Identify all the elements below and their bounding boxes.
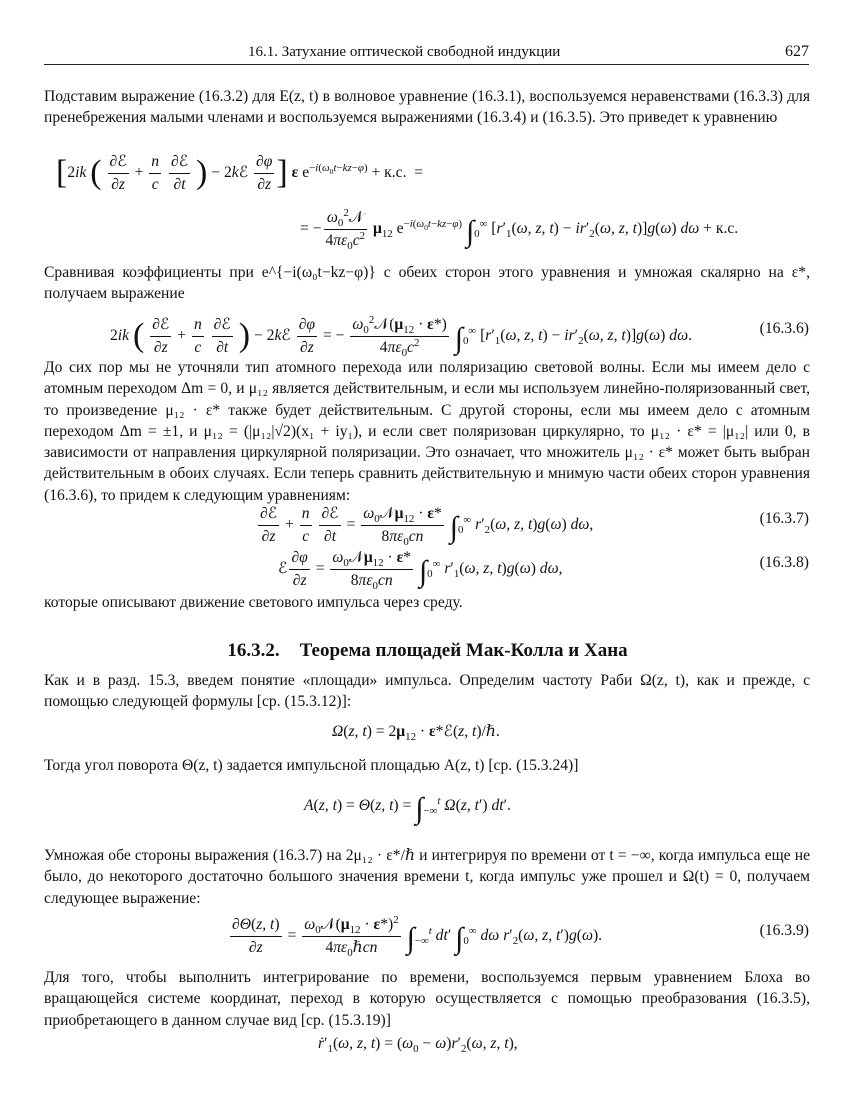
equation-pulse-area: A(z, t) = Θ(z, $t) = \int_{-\infty}^t$ Ω(z, t′) dt′. xyxy=(304,792,511,825)
equation-16-3-6: 2ik ( $\frac{\text{∂ℰ}}{\partial z}$ + $\frac{n}{c}$ $\frac{\text{∂ℰ}}{\partial t}$ ) − 2kℰ $\frac{\partial\varphi}{\partial z}$ = − $\frac{\omega_0^2𝒩(\mu_{12} \cdot \varepsilon*)}{4\pi\varepsilon_0c^2}$ $\int_0^\infty$ [$r'_1(\omega$, z, $t) - ir'_2(\omega$, z, t)]g(ω) dω. xyxy=(110,313,692,360)
paragraph-4: которые описывают движение светового импульса через среду. xyxy=(44,594,463,611)
equation-16-3-8: ℰ $\frac{\partial\varphi}{\partial z}$ = $\frac{\omega_0𝒩\mu_{12} \cdot \varepsilon*}{8\pi\varepsilon_0cn}$ $\int_0^\infty$ $r'_1(\omega$, z, t)g(ω) dω, xyxy=(278,549,563,593)
subsection-number: 16.3.2. xyxy=(227,640,280,661)
equation-bloch: $ṙ'_1(\omega$, z, $t) = (\omega_0 - \omega)r'_2(\omega$, z, t), xyxy=(318,1035,518,1056)
equation-16-3-9: $\frac{\partial\Theta(z, t)}{\partial z}$ = $\frac{\omega_0𝒩(\mu_{12} \cdot \varepsilon*)^2}{4\pi\varepsilon_0\hbar cn}$ $\int_{-\infty}^t$ dt′ $\int_0^\infty$ dω $r'_2(\omega$, z, t′)g(ω). xyxy=(232,913,603,960)
equation-number-16-3-7: (16.3.7) xyxy=(759,510,809,527)
paragraph-6: Тогда угол поворота Θ(z, t) задается импульсной площадью A(z, t) [ср. (15.3.24)] xyxy=(44,757,579,774)
page-number: 627 xyxy=(785,43,809,60)
paragraph-5: Как и в разд. 15.3, введем понятие «площади» импульса. Определим частоту Раби Ω(z, t), как и прежде, с помощью следующей формулы [ср. (15.3.12)]: xyxy=(44,672,810,711)
equation-wave-line2: = − $\frac{\omega_0^2𝒩}{4\pi\varepsilon_0c^2}$ $\mu_{12}$ $e^{-i(\omega_0t-kz-\varphi)}$ $\int_0^\infty$ [$r'_1(\omega$, z, $t) - ir'_2(\omega$, z, t)]g(ω) dω + к.с. xyxy=(300,206,739,253)
equation-16-3-7: $\frac{\text{∂ℰ}}{\partial z}$ + $\frac{n}{c}$ $\frac{\text{∂ℰ}}{\partial t}$ = $\frac{\omega_0𝒩\mu_{12} \cdot \varepsilon*}{8\pi\varepsilon_0cn}$ $\int_0^\infty$ $r'_2(\omega$, z, t)g(ω) dω, xyxy=(260,505,594,549)
paragraph-8: Для того, чтобы выполнить интегрирование по времени, воспользуемся первым уравнением Блоха во вращающейся системе координат, переход в которую осуществляется с помощью преобразования (16.3.5), приобретающего в данном случае вид [ср. (15.3.19)] xyxy=(44,969,810,1029)
subsection-heading xyxy=(0,640,855,662)
paragraph-3: До сих пор мы не уточняли тип атомного перехода или поляризацию световой волны. Если мы имеем дело с атомным переходом Δm = 0, и μ₁₂ является действительным, и если мы используем линейно-поляризованный свет, то произведение μ₁₂ · ε* также будет действительным. С другой стороны, если мы имеем дело с атомным переходом Δm = ±1, и μ₁₂ = (|μ₁₂|√2)(x₁ + iy₁), и если свет поляризован циркулярно, то μ₁₂ · ε* = |μ₁₂| или 0, в зависимости от направления циркулярной поляризации. Это означает, что множитель μ₁₂ · ε* может быть выбран действительным в обоих случаях. Если теперь сравнить действительную и мнимую части обеих сторон уравнения (16.3.6), то придем к следующим уравнениям: xyxy=(44,359,810,504)
equation-number-16-3-6: (16.3.6) xyxy=(759,320,809,337)
running-header xyxy=(44,42,809,65)
paragraph-2: Сравнивая коэффициенты при e^{−i(ω₀t−kz−φ)} с обеих сторон этого уравнения и умножая скалярно на ε*, получаем выражение xyxy=(44,264,810,303)
equation-wave-line1: [2ik ( $\frac{\text{∂ℰ}}{\partial z}$ + $\frac{n}{c}$ $\frac{\text{∂ℰ}}{\partial t}$ ) − 2kℰ $\frac{\partial\varphi}{\partial z}$ ] ε $e^{-i(\omega_0t-kz-\varphi)} + к.с$. = xyxy=(56,153,424,193)
header-section-title: 16.1. Затухание оптической свободной индукции xyxy=(248,44,561,60)
paragraph-1: Подставим выражение (16.3.2) для E(z, t) в волновое уравнение (16.3.1), воспользуемся неравенствами (16.3.3) для пренебрежения малыми членами и воспользуемся выражениями (16.3.4) и (16.3.5). Это приведет к уравнению xyxy=(44,88,810,127)
subsection-title: Теорема площадей Мак-Колла и Хана xyxy=(299,640,628,661)
paragraph-7: Умножая обе стороны выражения (16.3.7) на 2μ₁₂ · ε*/ℏ и интегрируя по времени от t = −∞, когда импульса еще не было, до некоторого достаточно большого значения времени t, когда импульс уже прошел и Ω(t) = 0, получаем следующее выражение: xyxy=(44,847,810,907)
equation-number-16-3-9: (16.3.9) xyxy=(759,922,809,939)
equation-rabi-frequency: Ω(z, $t) = 2\mu_{12}$ · ε*ℰ(z, t)/ℏ. xyxy=(332,723,500,744)
equation-number-16-3-8: (16.3.8) xyxy=(759,554,809,571)
